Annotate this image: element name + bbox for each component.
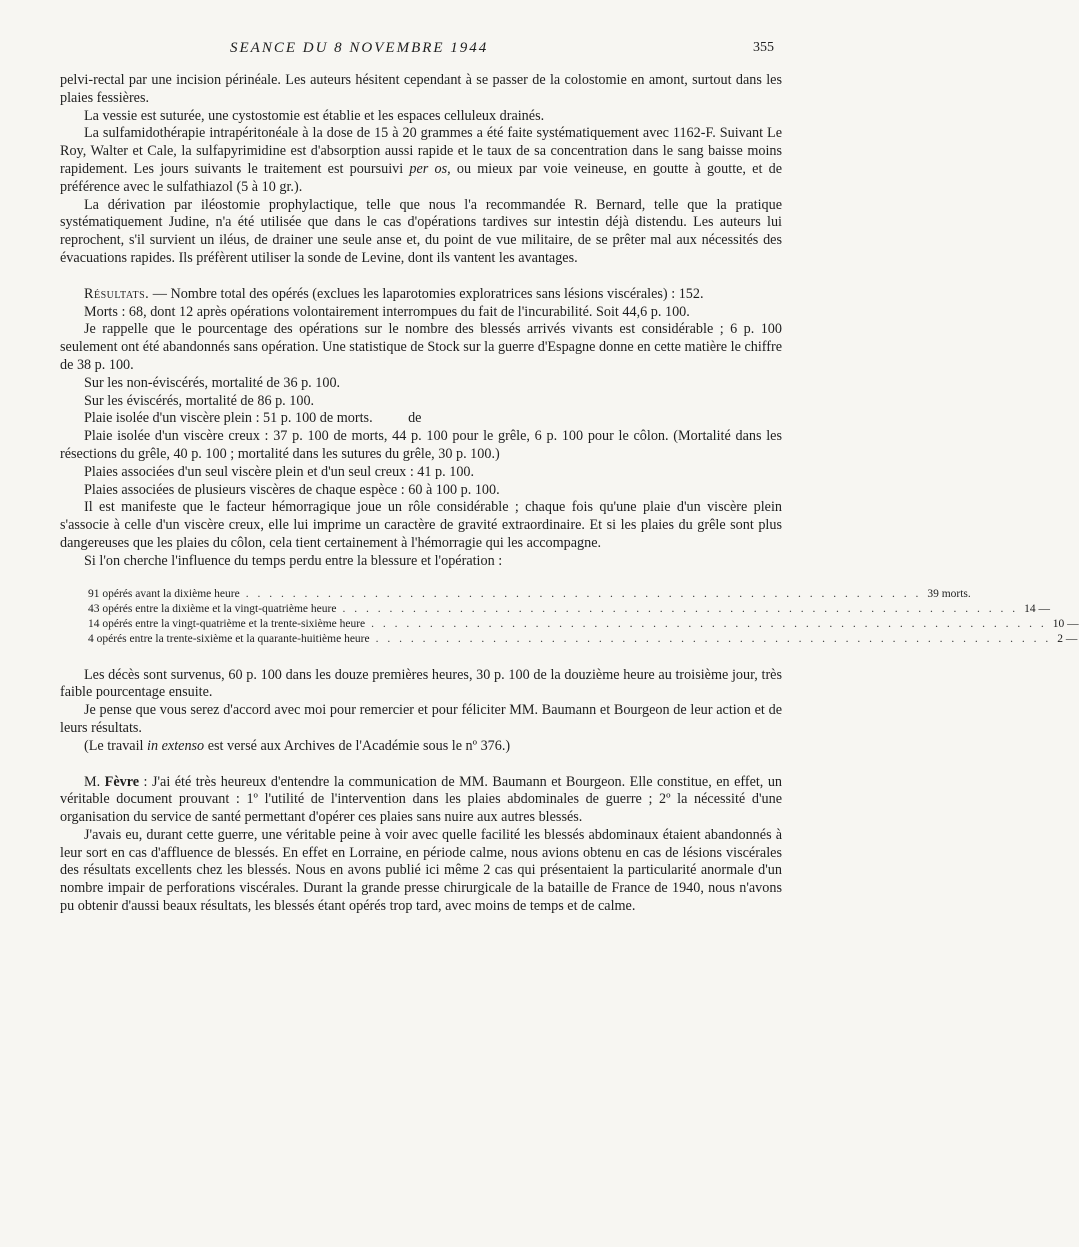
table-row (88, 587, 971, 602)
paragraph: Je pense que vous serez d'accord avec moi pour remercier et pour féliciter MM. Baumann et Bourgeon de leur action et de leurs résultats. (60, 702, 782, 736)
speaker-paragraph (60, 774, 782, 827)
leader-dots: . . . . . . . . . . . . . . . . . . . . . . . . . . . . . . . . . . . . . . . . . . . . . . . . . . . . . . . . . . (245, 587, 922, 600)
running-title: SEANCE DU 8 NOVEMBRE 1944 (230, 40, 489, 56)
paragraph: Il est manifeste que le facteur hémorragique joue un rôle considérable ; chaque fois qu'une plaie d'un viscère plein s'associe à celle d'un viscère creux, elle lui imprime un caractère de gravité extraordinaire. Et si les plaies du grêle sont plus dangereuses que les plaies du côlon, cela tient certainement à l'hémorragie qui les accompagne. (60, 499, 782, 551)
paragraph: Je rappelle que le pourcentage des opérations sur le nombre des blessés arrivés vivants est considérable ; 6 p. 100 seulement ont été abandonnés sans opération. Une statistique de Stock sur la guerre d'Espagne donne en cette matière le chiffre de 38 p. 100. (60, 321, 782, 373)
row-label: 14 opérés entre la vingt-quatrième et la trente-sixième heure (88, 617, 366, 630)
text-run: est versé aux Archives de l'Académie sous le nº 376.) (207, 737, 511, 754)
page-header (60, 40, 774, 62)
text-run: , ou mieux par voie veineuse, en goutte à goutte, et de préférence avec le sulfathiazol (5 à 10 gr.). (60, 160, 782, 195)
paragraph: Si l'on cherche l'influence du temps perdu entre la blessure et l'opération : (84, 552, 503, 569)
paragraph: pelvi-rectal par une incision périnéale. Les auteurs hésitent cependant à se passer de la colostomie en amont, surtout dans les plaies fessières. (60, 72, 782, 106)
italic-text: in extenso (147, 737, 205, 754)
paragraph: Plaie isolée d'un viscère creux : 37 p. 100 de morts, 44 p. 100 pour le grêle, 6 p. 100 pour le côlon. (Mortalité dans les résections du grêle, 40 p. 100 ; mortalité dans les sutures du grêle, 30 p. 100.) (60, 428, 782, 462)
paragraph: Plaies associées d'un seul viscère plein et d'un seul creux : 41 p. 100. (84, 463, 475, 480)
table-row (88, 602, 1050, 617)
row-value: 39 morts. (927, 587, 971, 600)
leader-dots: . . . . . . . . . . . . . . . . . . . . . . . . . . . . . . . . . . . . . . . . . . . . . . . . . . . . . . . . . . (342, 602, 1019, 615)
speaker-prefix: M. (84, 773, 101, 790)
paragraph: J'avais eu, durant cette guerre, une véritable peine à voir avec quelle facilité les blessés abdominaux étaient abandonnés à leur sort en cas d'affluence de blessés. En effet en Lorraine, en période calme, nous avions obtenu en cas de lésions viscérales des résultats excellents chez les blessés. Nous en avons publié ici même 2 cas qui présentaient la particularité anormale d'un nombre impair de perforations viscérales. Durant la grande presse chirurgicale de la bataille de France de 1940, nous n'avons pu obtenir d'aussi beaux résultats, les blessés étant opérés trop tard, avec moins de temps et de calme. (60, 826, 782, 915)
row-label: 91 opérés avant la dixième heure (88, 587, 240, 600)
paragraph (60, 125, 782, 196)
paragraph: Morts : 68, dont 12 après opérations volontairement interrompues du fait de l'incurabilité. Soit 44,6 p. 100. (84, 303, 690, 320)
row-value: 2 — (1057, 632, 1078, 645)
paragraph: La dérivation par iléostomie prophylactique, telle que nous l'a recommandée R. Bernard, telle que la pratique systématiquement Judine, n'a été utilisée que dans le cas d'opérations tardives sur intestin déjà distendu. Les auteurs lui reprochent, s'il survient un iléus, de drainer une seule anse et, du point de vue militaire, de se prêter mal aux nécessités des évacuations rapides. Ils préfèrent utiliser la sonde de Levine, dont ils vantent les avantages. (60, 196, 782, 266)
leader-dots: . . . . . . . . . . . . . . . . . . . . . . . . . . . . . . . . . . . . . . . . . . . . . . . . . . . . . . . . . . (375, 632, 1052, 645)
table-row (88, 632, 1078, 647)
row-label: 4 opérés entre la trente-sixième et la quarante-huitième heure (88, 632, 370, 645)
row-value: 14 — (1024, 602, 1050, 615)
text-run: : J'ai été très heureux d'entendre la communication de MM. Baumann et Bourgeon. Elle constitue, en effet, un véritable document prouvant : 1º l'utilité de l'intervention dans les plaies abdominales de guerre ; 2º la nécessité d'une organisation du service de santé permettant d'opérer ces plaies sans nuire aux autres blessés. (60, 773, 783, 826)
text-run: — Nombre total des opérés (exclues les laparotomies exploratrices sans lésions viscérales) : 152. (149, 285, 704, 302)
italic-text: per os (409, 160, 448, 177)
table-row (88, 617, 1079, 632)
page-number: 355 (753, 40, 774, 55)
delay-mortality-table (88, 587, 1079, 647)
text-run: La sulfamidothérapie intrapéritonéale à la dose de 15 à 20 grammes a été faite systématiquement avec 1162-F. Suivant Le Roy, Walter et Cale, la sulfapyrimidine est d'absorption aussi rapide et le taux de sa concentration dans le sang baisse moins rapidement. Les jours suivants le traitement est poursuivi (60, 125, 782, 177)
leader-dots: . . . . . . . . . . . . . . . . . . . . . . . . . . . . . . . . . . . . . . . . . . . . . . . . . . . . . . . . . . (371, 617, 1047, 630)
paragraph (60, 738, 782, 756)
row-value: 10 — (1052, 617, 1079, 630)
row-label: 43 opérés entre la dixième et la vingt-quatrième heure (88, 602, 337, 615)
paragraph: Sur les non-éviscérés, mortalité de 36 p. 100. (84, 374, 341, 391)
section-heading: Résultats. (84, 285, 150, 302)
paragraph: Plaie isolée d'un viscère plein : 51 p. 100 de morts. de (84, 410, 422, 427)
paragraph: Plaies associées de plusieurs viscères de chaque espèce : 60 à 100 p. 100. (84, 481, 500, 498)
speaker-name: Fèvre (104, 773, 140, 790)
paragraph: La vessie est suturée, une cystostomie est établie et les espaces celluleux drainés. (84, 107, 545, 124)
results-paragraph (60, 286, 782, 304)
paragraph: Les décès sont survenus, 60 p. 100 dans les douze premières heures, 30 p. 100 de la douzième heure au troisième jour, très faible pourcentage ensuite. (60, 666, 782, 701)
document-body (60, 72, 1079, 916)
text-run: (Le travail (84, 737, 144, 754)
paragraph: Sur les éviscérés, mortalité de 86 p. 100. (84, 392, 315, 409)
